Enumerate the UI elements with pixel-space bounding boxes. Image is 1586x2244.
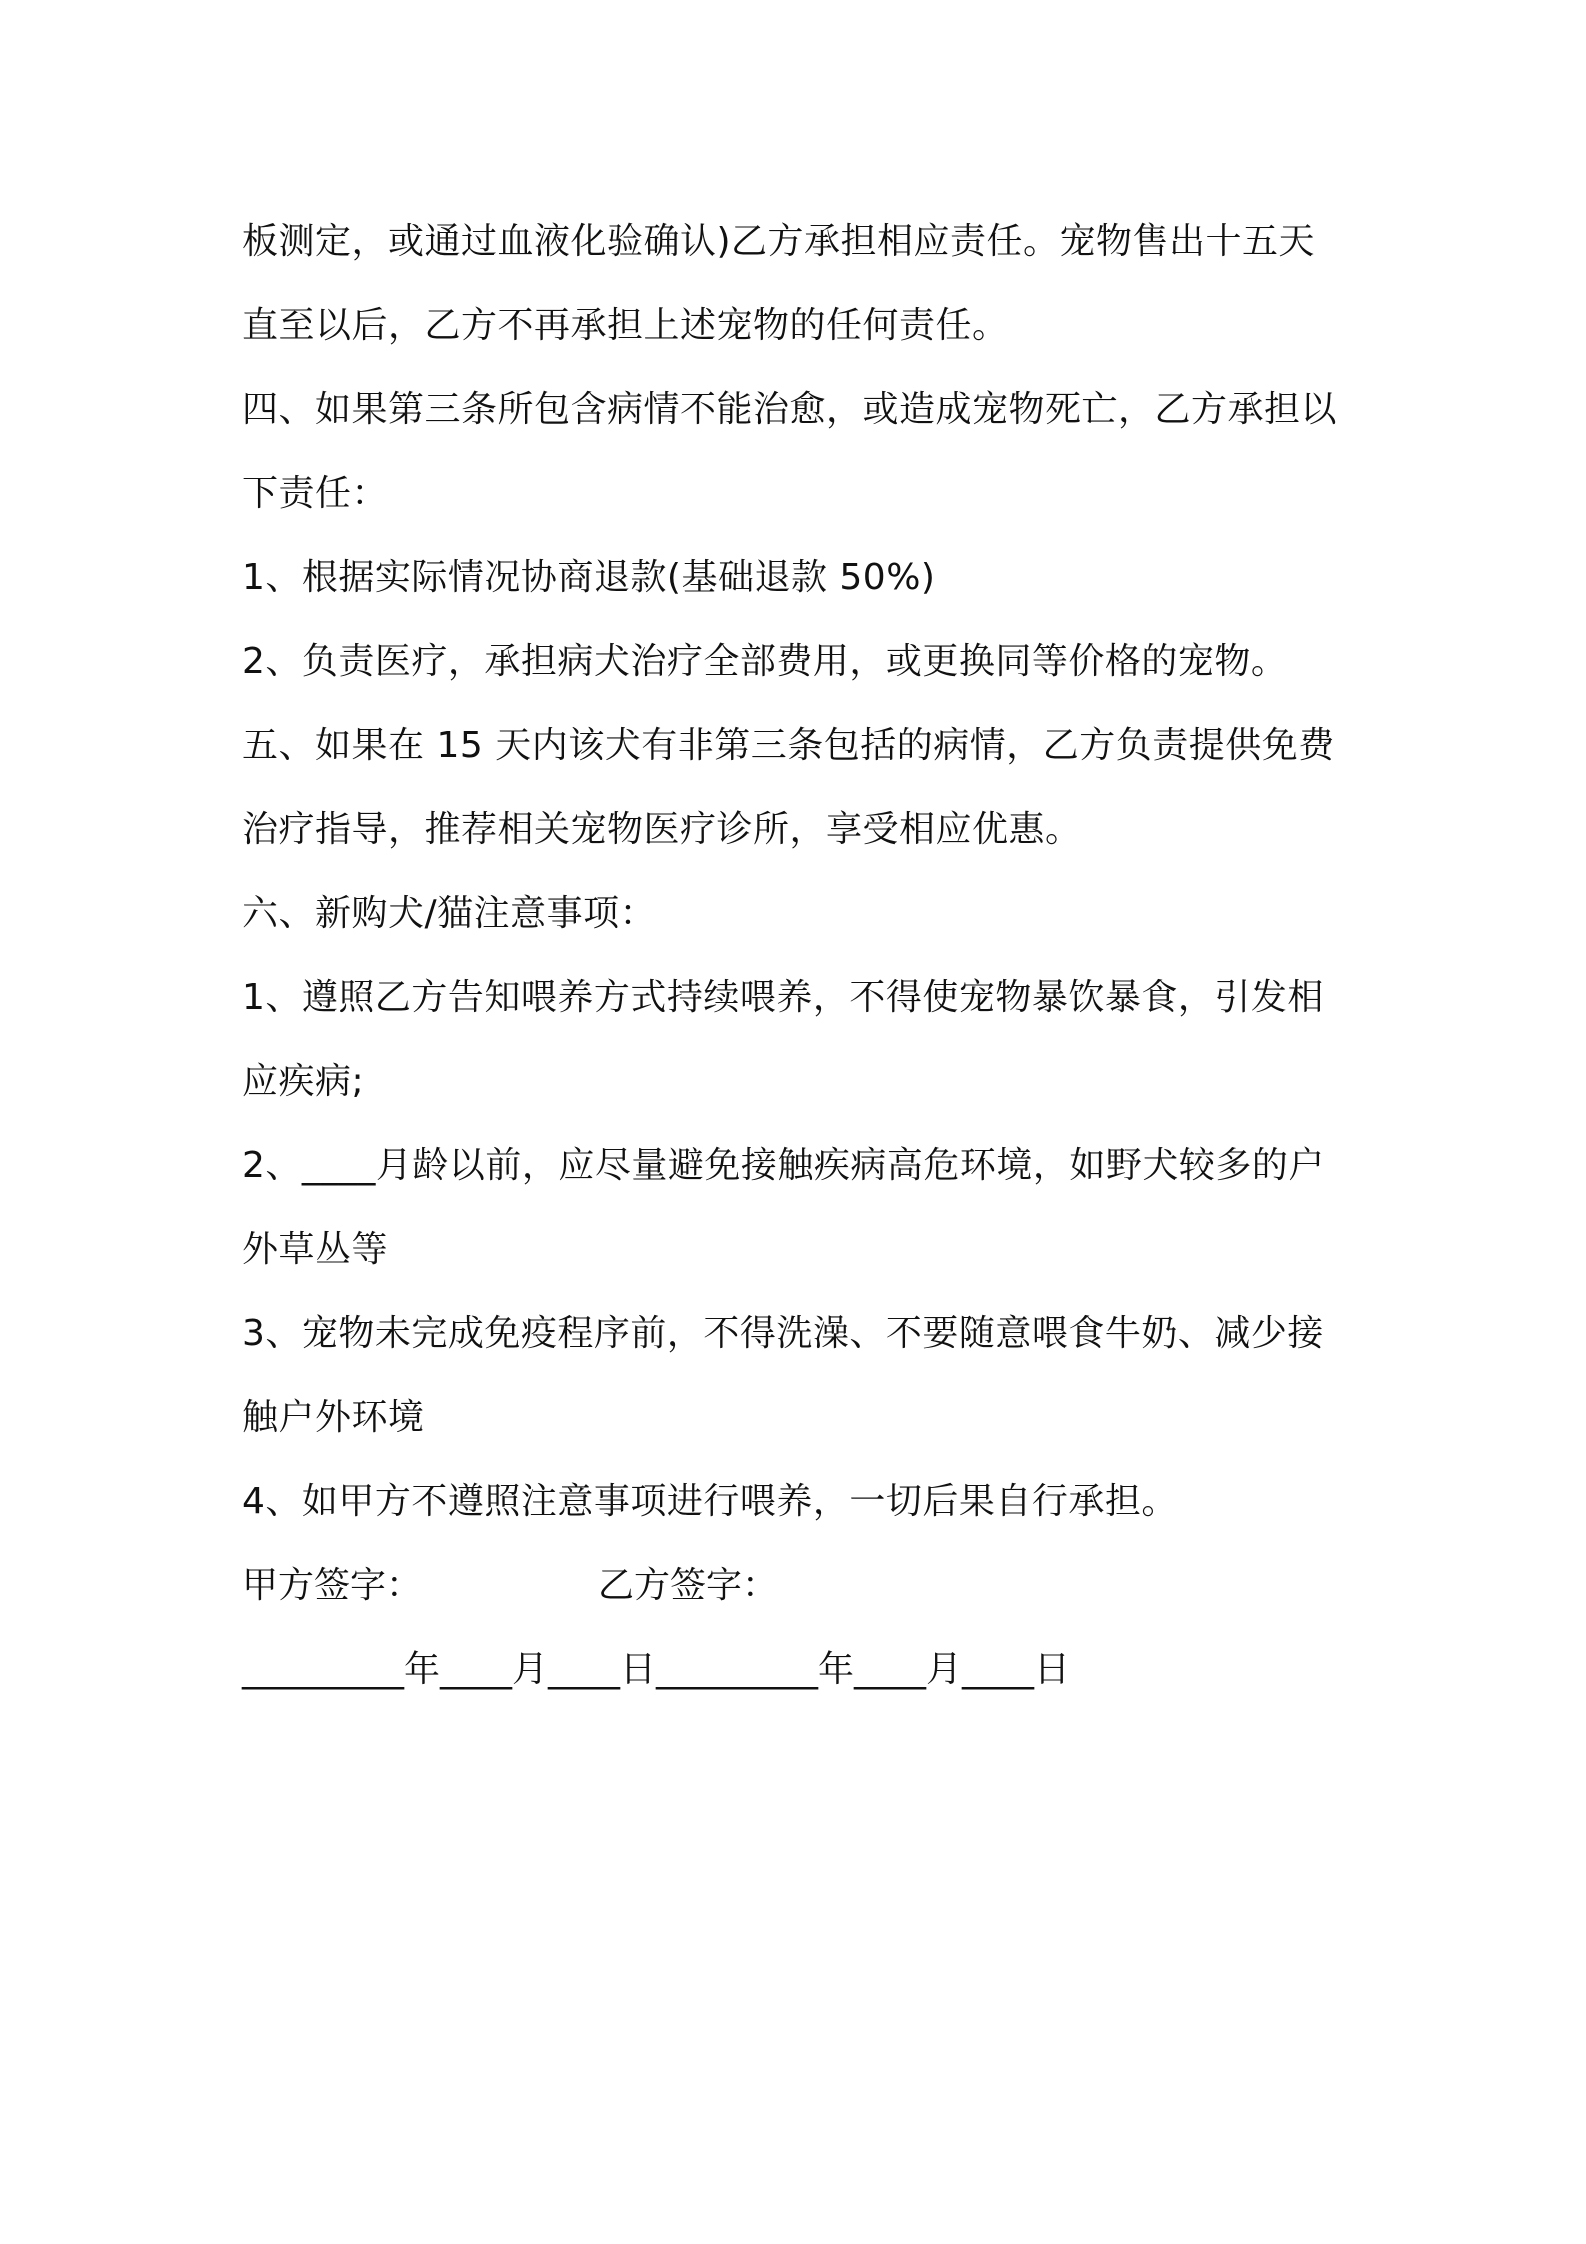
paragraph-line: 1、根据实际情况协商退款(基础退款 50%) [242,557,936,598]
paragraph-line: 2、负责医疗，承担病犬治疗全部费用，或更换同等价格的宠物。 [242,641,1288,682]
party-a-signature-label: 甲方签字： [242,1565,423,1606]
document-body [242,200,1362,1712]
paragraph-line: 1、遵照乙方告知喂养方式持续喂养，不得使宠物暴饮暴食，引发相 [242,977,1324,1018]
paragraph-line: 直至以后，乙方不再承担上述宠物的任何责任。 [242,305,1009,346]
paragraph-line: 3、宠物未完成免疫程序前，不得洗澡、不要随意喂食牛奶、减少接 [242,1313,1324,1354]
paragraph-line: 四、如果第三条所包含病情不能治愈，或造成宠物死亡，乙方承担以 [242,389,1338,430]
paragraph-line: 4、如甲方不遵照注意事项进行喂养，一切后果自行承担。 [242,1481,1178,1522]
party-b-signature-label: 乙方签字： [598,1565,779,1606]
paragraph-line: 五、如果在 15 天内该犬有非第三条包括的病情，乙方负责提供免费 [242,725,1335,766]
paragraph-line: 外草丛等 [242,1229,389,1270]
signature-date-line: _________年____月____日_________年____月____日 [242,1649,1070,1690]
paragraph-line: 治疗指导，推荐相关宠物医疗诊所，享受相应优惠。 [242,809,1082,850]
paragraph-line: 板测定，或通过血液化验确认)乙方承担相应责任。宠物售出十五天 [242,221,1316,262]
paragraph-line: 触户外环境 [242,1397,425,1438]
signature-row [242,1544,1362,1628]
paragraph-line: 六、新购犬/猫注意事项： [242,893,657,934]
paragraph-line: 应疾病; [242,1061,365,1102]
paragraph-line: 下责任： [242,473,389,514]
paragraph-line: 2、____月龄以前，应尽量避免接触疾病高危环境，如野犬较多的户 [242,1145,1325,1186]
